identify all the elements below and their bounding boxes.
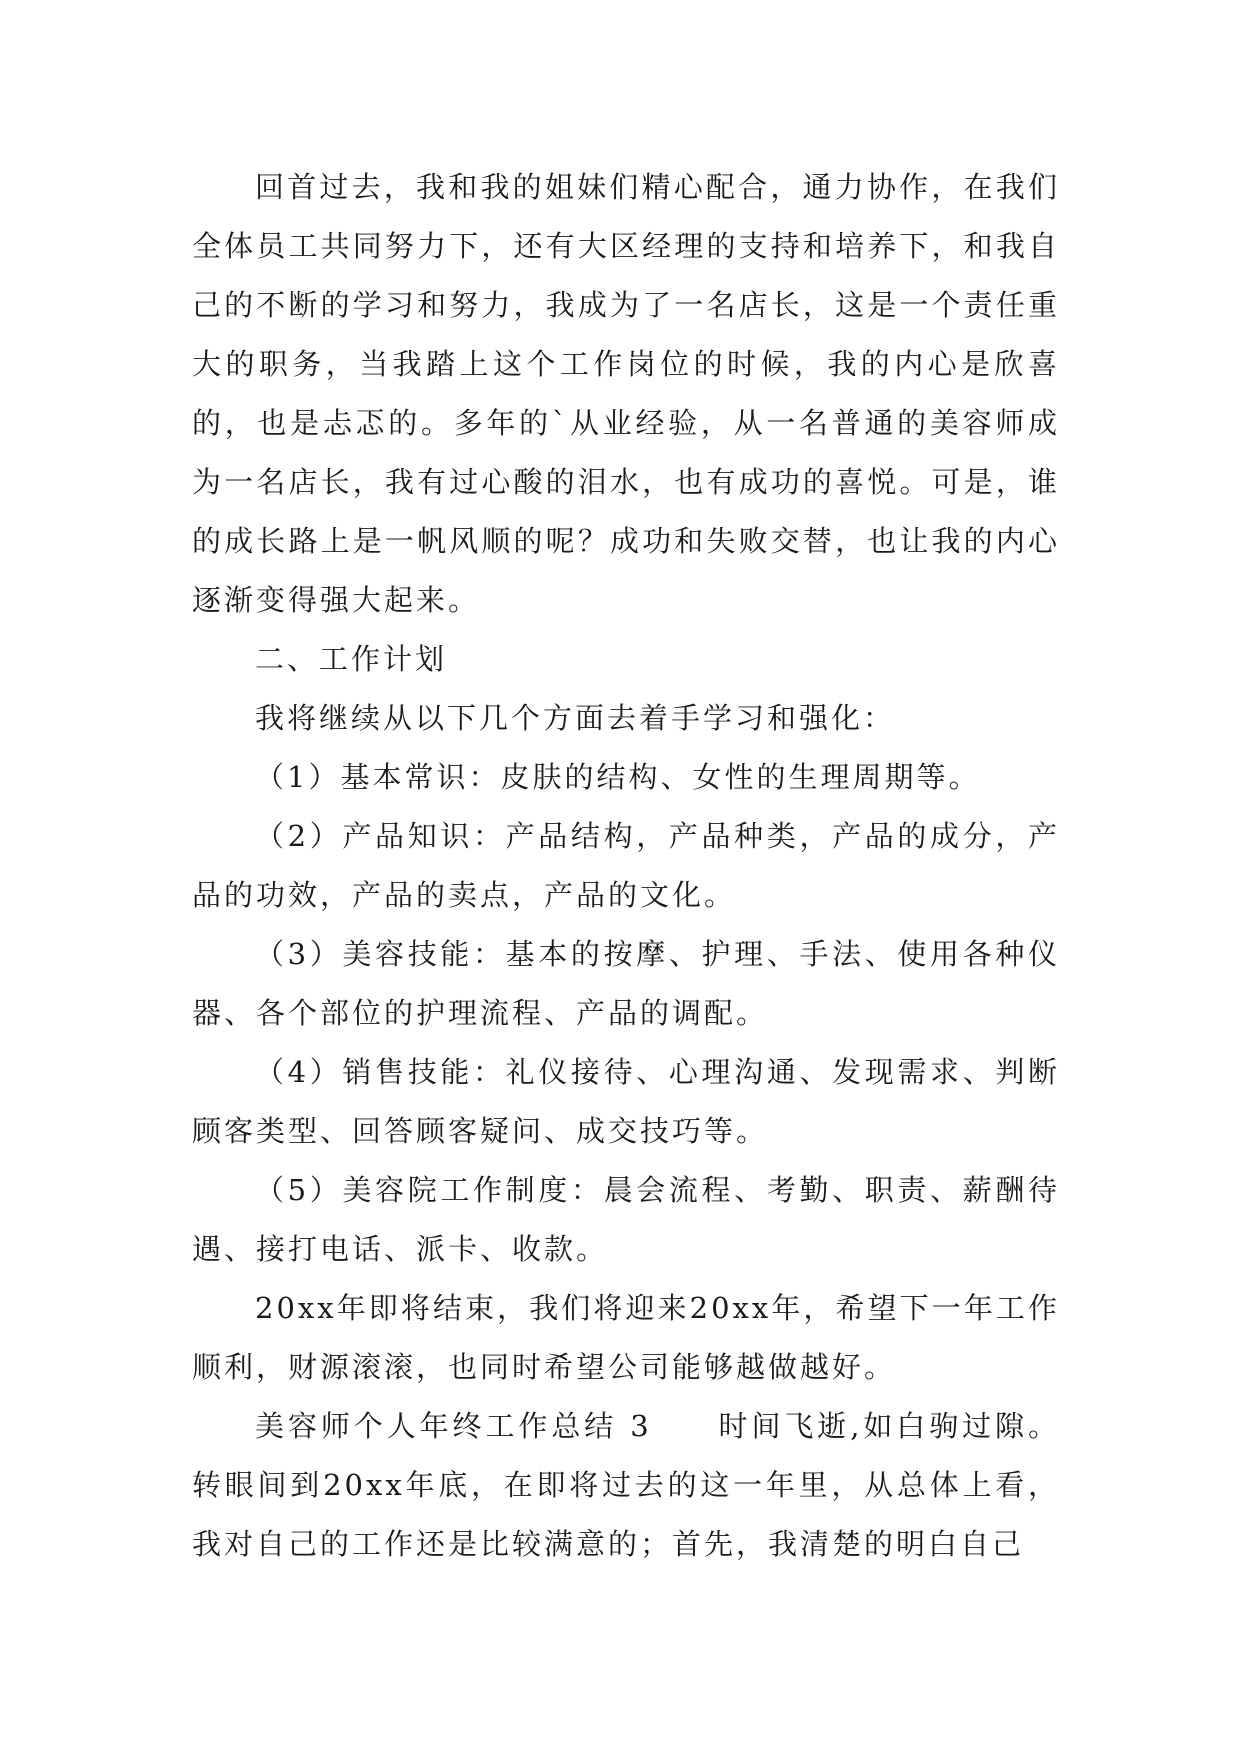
paragraph-summary-3: 美容师个人年终工作总结 3 时间飞逝,如白驹过隙。转眼间到20xx年底，在即将过去的这一年里，从总体上看，我对自己的工作还是比较满意的；首先，我清楚的明白自己 xyxy=(192,1409,1060,1561)
list-item-work-rules: （5）美容院工作制度：晨会流程、考勤、职责、薪酬待遇、接打电话、派卡、收款。 xyxy=(192,1173,1060,1266)
paragraph-plan-intro: 我将继续从以下几个方面去着手学习和强化： xyxy=(255,701,896,735)
list-item-beauty-skills: （3）美容技能：基本的按摩、护理、手法、使用各种仪器、各个部位的护理流程、产品的调配。 xyxy=(192,937,1060,1030)
list-item-product-knowledge: （2）产品知识：产品结构，产品种类，产品的成分，产品的功效，产品的卖点，产品的文化。 xyxy=(192,819,1060,912)
list-item-basic-knowledge: （1）基本常识：皮肤的结构、女性的生理周期等。 xyxy=(255,760,981,794)
section-heading-work-plan: 二、工作计划 xyxy=(255,642,448,676)
paragraph-review: 回首过去，我和我的姐妹们精心配合，通力协作，在我们全体员工共同努力下，还有大区经理的支持和培养下，和我自己的不断的学习和努力，我成为了一名店长，这是一个责任重大的职务，当我踏上这个工作岗位的时候，我的内心是欣喜的，也是忐忑的。多年的`从业经验，从一名普通的美容师成为一名店长，我有过心酸的泪水，也有成功的喜悦。可是，谁的成长路上是一帆风顺的呢？成功和失败交替，也让我的内心逐渐变得强大起来。 xyxy=(192,170,1060,617)
paragraph-year-end-wish: 20xx年即将结束，我们将迎来20xx年，希望下一年工作顺利，财源滚滚，也同时希望公司能够越做越好。 xyxy=(192,1291,1060,1384)
document-body xyxy=(192,158,1060,1574)
list-item-sales-skills: （4）销售技能：礼仪接待、心理沟通、发现需求、判断顾客类型、回答顾客疑问、成交技巧等。 xyxy=(192,1055,1060,1148)
